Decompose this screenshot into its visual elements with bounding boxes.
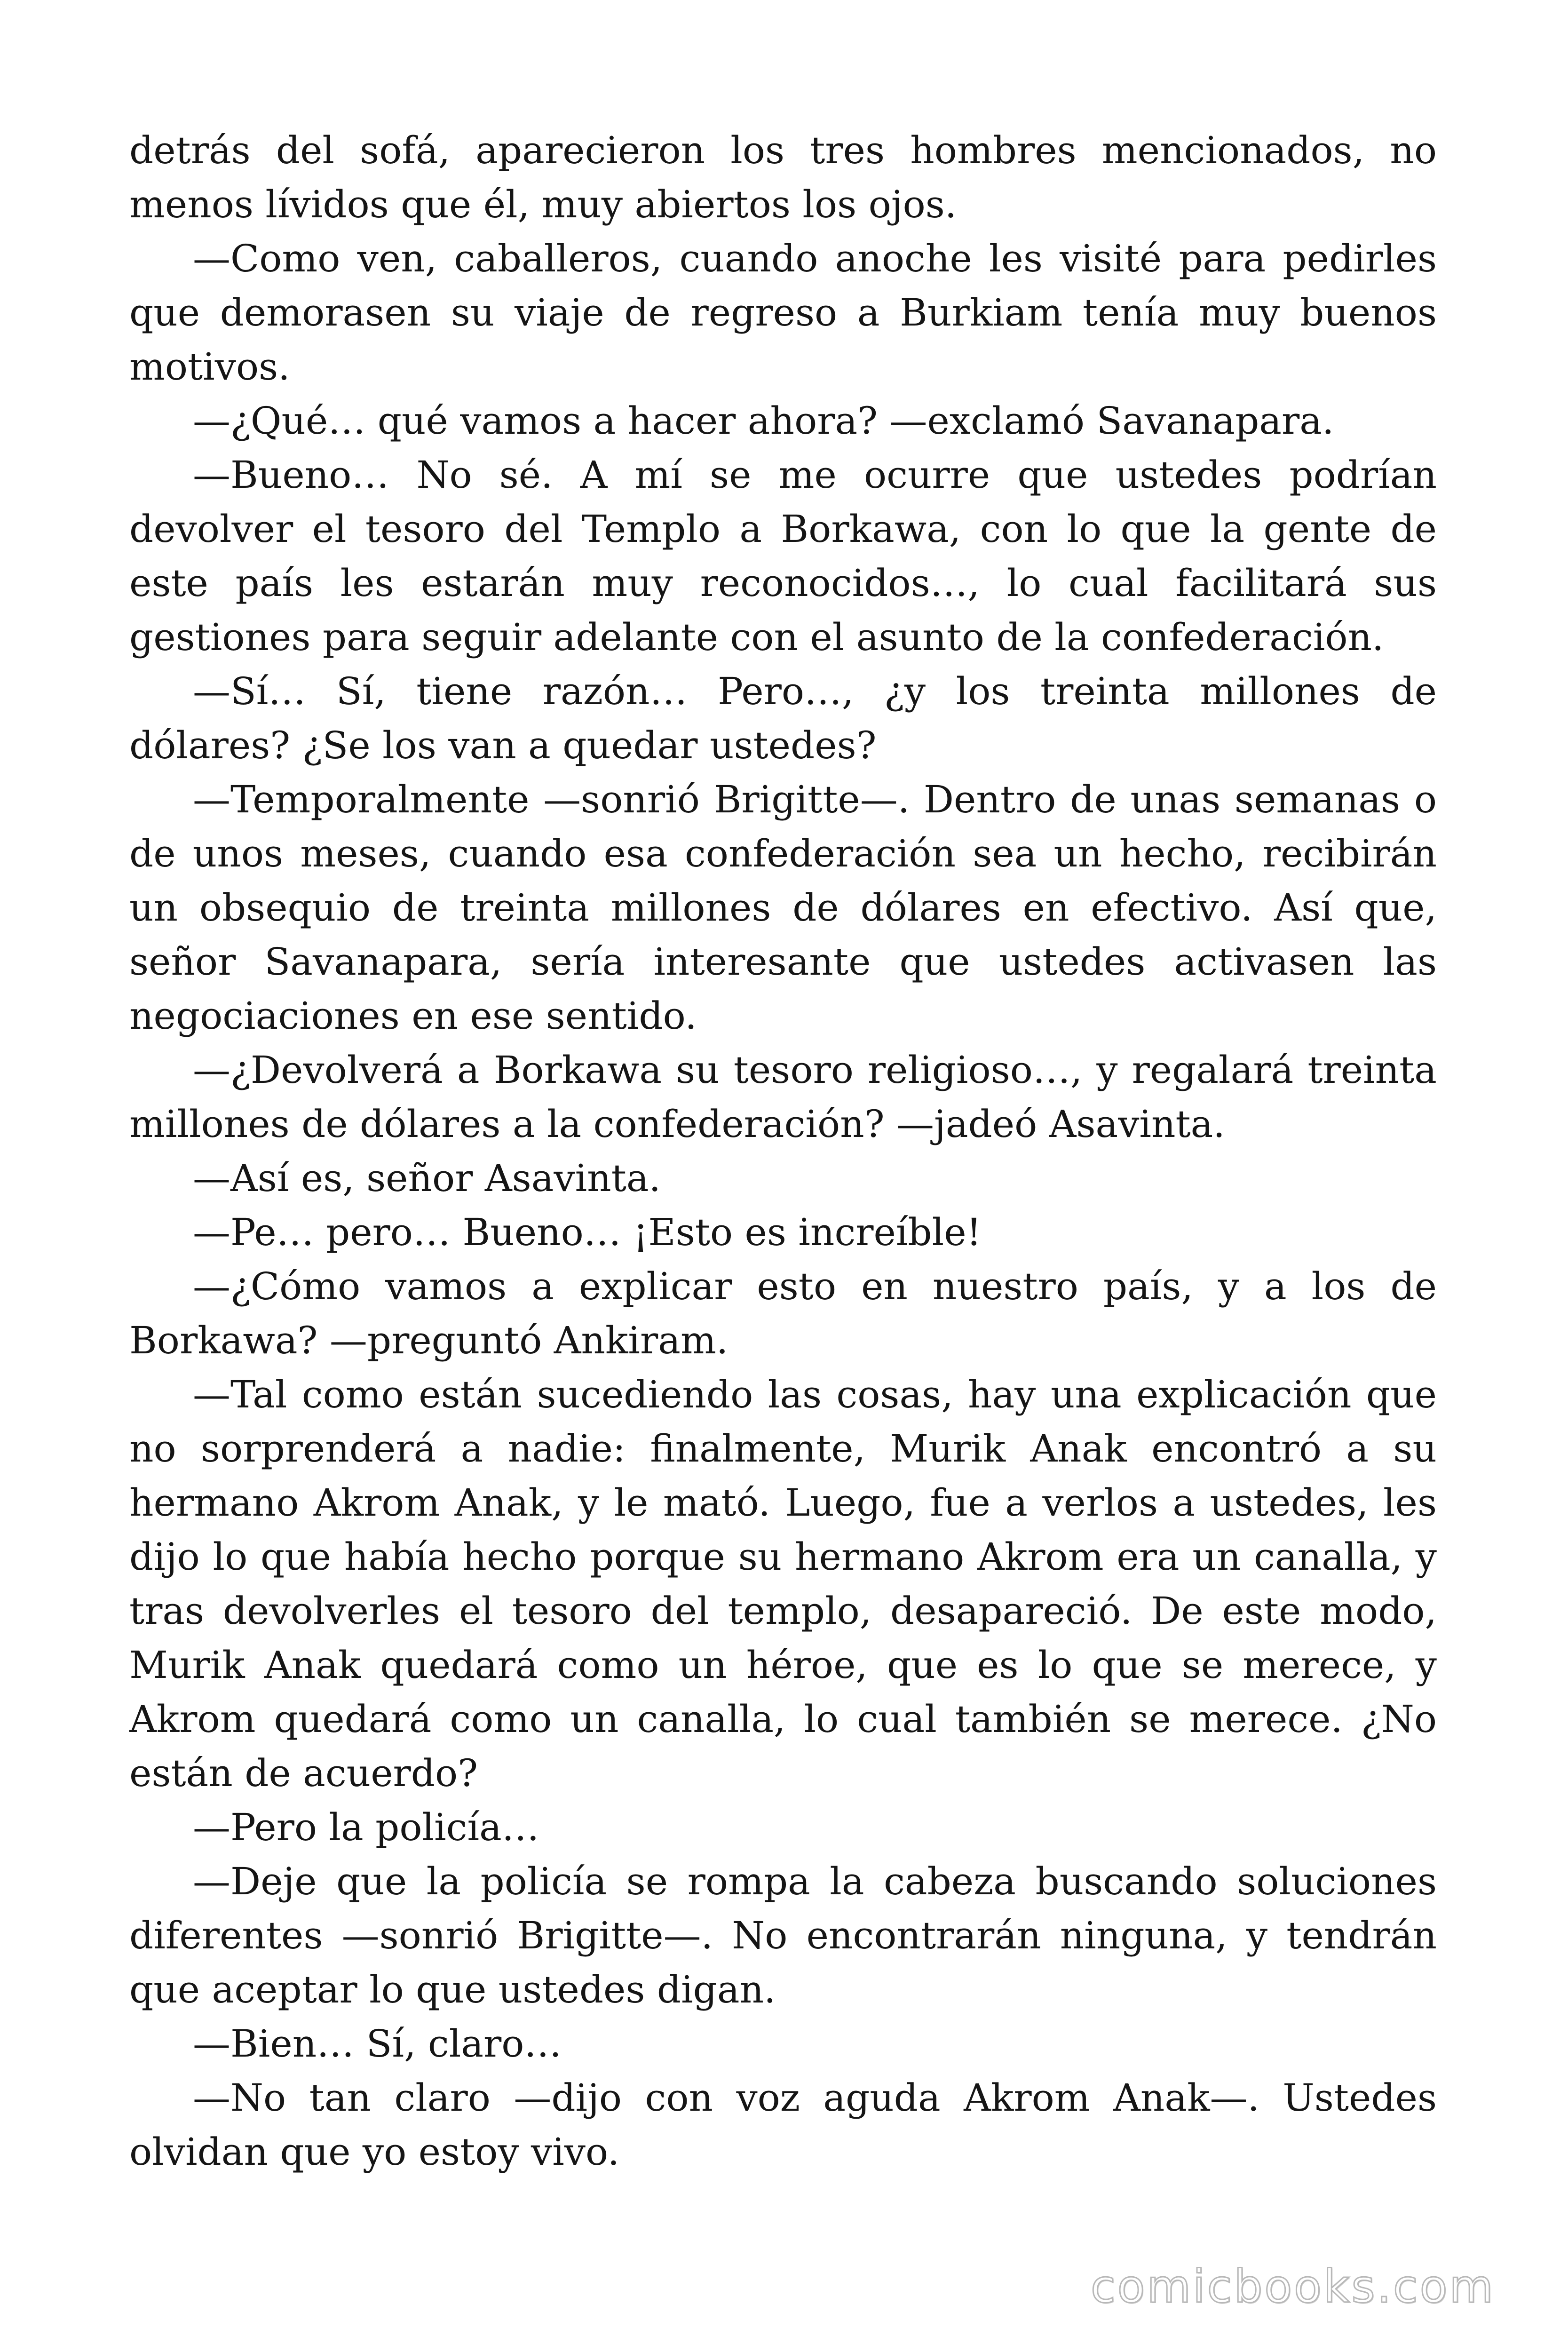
- dialogue-paragraph: —Pe… pero… Bueno… ¡Esto es increíble!: [193, 1210, 982, 1254]
- dialogue-paragraph: —Bien… Sí, claro…: [193, 2022, 562, 2066]
- dialogue-paragraph: —Bueno… No sé. A mí se me ocurre que ustedes podrían devolver el tesoro del Templo a Borkawa, con lo que la gente de este país les estarán muy reconocidos…, lo cual facilitará sus gestiones para seguir adelante con el asunto de la confederación.: [129, 453, 1437, 659]
- paragraph-continuation: detrás del sofá, aparecieron los tres hombres mencionados, no menos lívidos que él, muy abiertos los ojos.: [129, 128, 1437, 226]
- dialogue-paragraph: —No tan claro —dijo con voz aguda Akrom Anak—. Ustedes olvidan que yo estoy vivo.: [129, 2076, 1437, 2174]
- dialogue-paragraph: —Sí… Sí, tiene razón… Pero…, ¿y los treinta millones de dólares? ¿Se los van a quedar ustedes?: [129, 669, 1437, 767]
- dialogue-paragraph: —¿Qué… qué vamos a hacer ahora? —exclamó Savanapara.: [193, 399, 1334, 443]
- dialogue-paragraph: —Temporalmente —sonrió Brigitte—. Dentro de unas semanas o de unos meses, cuando esa confederación sea un hecho, recibirán un obsequio de treinta millones de dólares en efectivo. Así que, señor Savanapara, sería interesante que ustedes activasen las negociaciones en ese sentido.: [129, 778, 1437, 1038]
- dialogue-paragraph: —Pero la policía…: [193, 1805, 539, 1849]
- dialogue-paragraph: —¿Devolverá a Borkawa su tesoro religioso…, y regalará treinta millones de dólares a la confederación? —jadeó Asavinta.: [129, 1048, 1437, 1146]
- dialogue-paragraph: —Tal como están sucediendo las cosas, hay una explicación que no sorprenderá a nadie: finalmente, Murik Anak encontró a su hermano Akrom Anak, y le mató. Luego, fue a verlos a ustedes, les dijo lo que había hecho porque su hermano Akrom era un canalla, y tras devolverles el tesoro del templo, desapareció. De este modo, Murik Anak quedará como un héroe, que es lo que se merece, y Akrom quedará como un canalla, lo cual también se merece. ¿No están de acuerdo?: [129, 1373, 1437, 1795]
- dialogue-paragraph: —Deje que la policía se rompa la cabeza buscando soluciones diferentes —sonrió Brigitte—. No encontrarán ninguna, y tendrán que aceptar lo que ustedes digan.: [129, 1859, 1437, 2011]
- dialogue-paragraph: —¿Cómo vamos a explicar esto en nuestro país, y a los de Borkawa? —preguntó Ankiram.: [129, 1264, 1437, 1362]
- source-watermark: comicbooks.com: [1090, 2260, 1495, 2313]
- book-page-text: [129, 123, 1437, 2179]
- dialogue-paragraph: —Así es, señor Asavinta.: [193, 1156, 661, 1200]
- dialogue-paragraph: —Como ven, caballeros, cuando anoche les visité para pedirles que demorasen su viaje de regreso a Burkiam tenía muy buenos motivos.: [129, 237, 1437, 389]
